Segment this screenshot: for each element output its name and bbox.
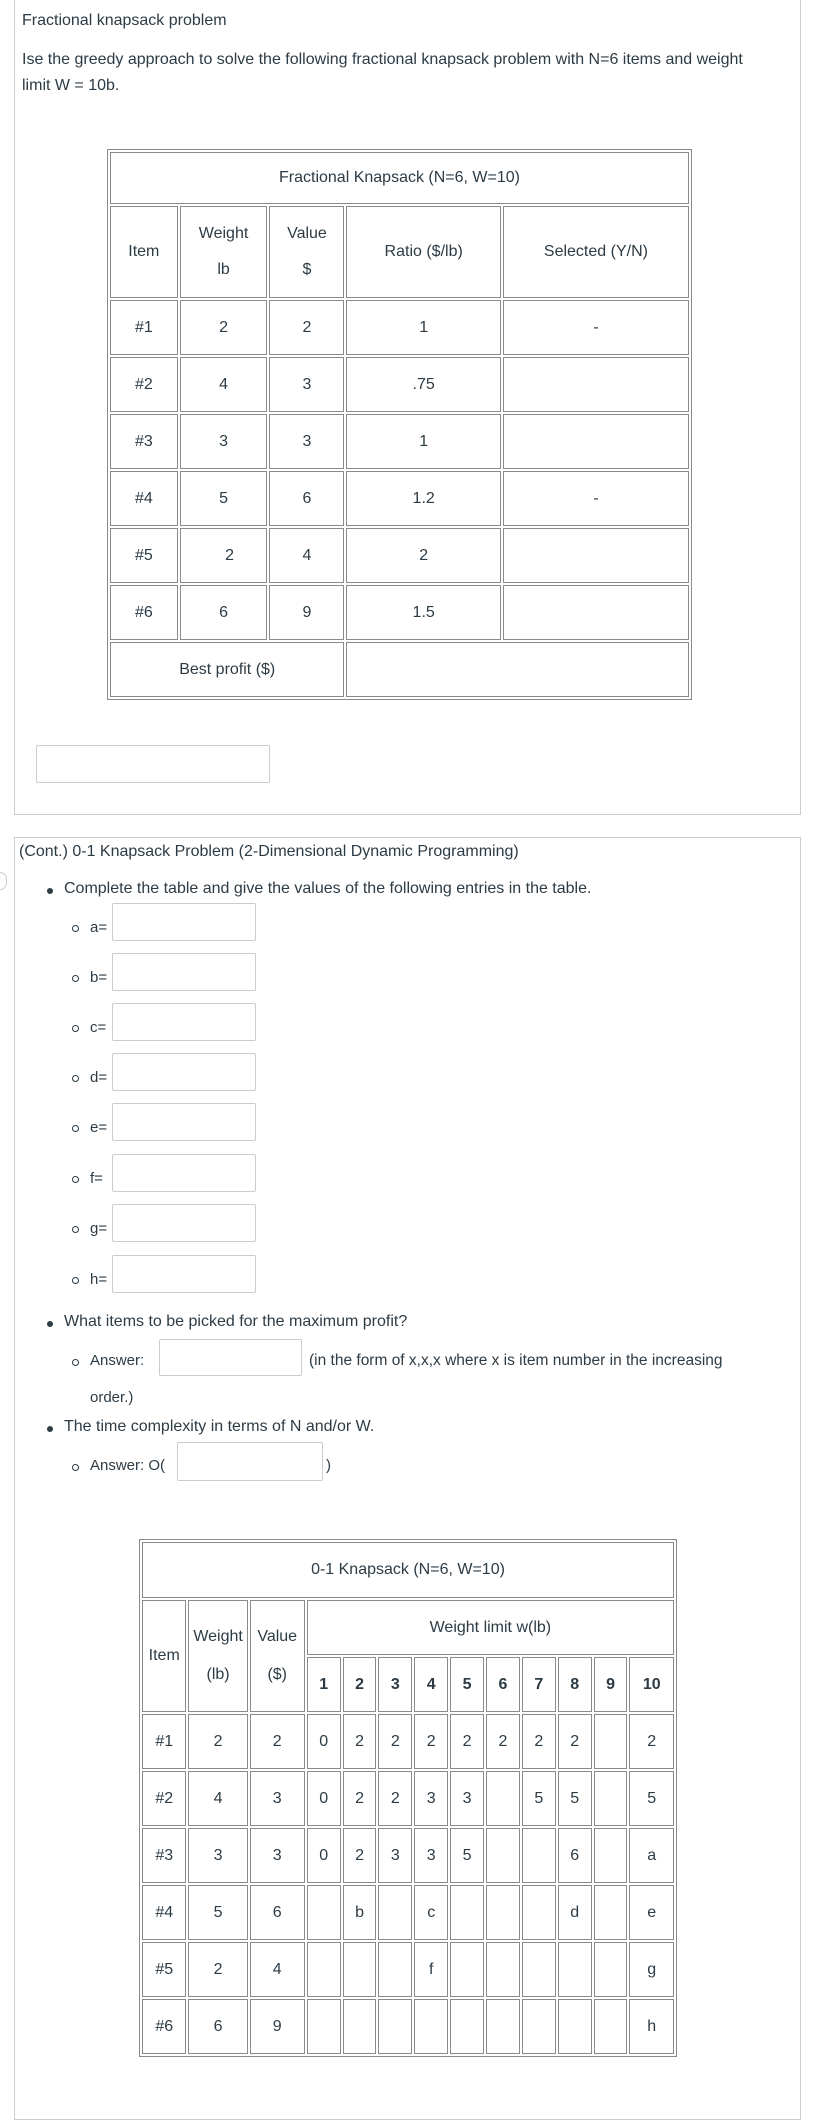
table-row xyxy=(110,471,689,526)
weight-col-header: 1 xyxy=(307,1657,341,1712)
bullet-items-picked: What items to be picked for the maximum profit? xyxy=(64,1313,408,1330)
dp-cell[interactable] xyxy=(594,1714,628,1769)
bullet-dot xyxy=(47,888,53,894)
dp-cell[interactable] xyxy=(594,1771,628,1826)
bullet-dot xyxy=(47,1321,53,1327)
weight-cell: 3 xyxy=(188,1828,247,1883)
sub-bullet xyxy=(72,1464,79,1471)
dp-cell[interactable]: 2 xyxy=(629,1714,674,1769)
item-cell: #6 xyxy=(110,585,178,640)
value-cell: 9 xyxy=(269,585,344,640)
entry-label-a: a= xyxy=(90,919,108,936)
weight-col-header: 4 xyxy=(414,1657,448,1712)
dp-cell[interactable] xyxy=(378,1999,412,2054)
item-cell: #4 xyxy=(110,471,178,526)
dp-cell[interactable] xyxy=(378,1885,412,1940)
dp-cell[interactable]: g xyxy=(629,1942,674,1997)
item-cell: #1 xyxy=(142,1714,186,1769)
question-title-dp: (Cont.) 0-1 Knapsack Problem (2-Dimensional Dynamic Programming) xyxy=(19,843,519,860)
entry-input-g[interactable] xyxy=(112,1204,256,1242)
entry-input-c[interactable] xyxy=(112,1003,256,1041)
entry-input-a[interactable] xyxy=(112,903,256,941)
dp-cell[interactable]: 2 xyxy=(378,1714,412,1769)
dp-cell[interactable]: 2 xyxy=(486,1714,520,1769)
entry-input-b[interactable] xyxy=(112,953,256,991)
ratio-cell[interactable]: 1 xyxy=(346,300,500,355)
header-item: Item xyxy=(142,1600,186,1712)
answer-hint: (in the form of x,x,x where x is item number in the increasing xyxy=(309,1352,723,1369)
best-profit-cell[interactable] xyxy=(346,642,689,697)
value-cell: 6 xyxy=(250,1885,305,1940)
value-cell: 4 xyxy=(250,1942,305,1997)
selected-cell[interactable]: - xyxy=(503,300,689,355)
dp-cell[interactable] xyxy=(594,1885,628,1940)
dp-cell[interactable]: c xyxy=(414,1885,448,1940)
dp-cell[interactable]: 5 xyxy=(450,1828,484,1883)
dp-cell[interactable]: 0 xyxy=(307,1714,341,1769)
table-row xyxy=(142,1714,674,1769)
value-cell: 3 xyxy=(250,1828,305,1883)
entry-input-h[interactable] xyxy=(112,1255,256,1293)
entry-label-c: c= xyxy=(90,1019,107,1036)
sub-bullet xyxy=(72,1277,79,1284)
selected-cell[interactable] xyxy=(503,357,689,412)
dp-cell[interactable] xyxy=(486,1942,520,1997)
value-cell: 9 xyxy=(250,1999,305,2054)
fractional-table xyxy=(107,149,692,700)
weight-cell: 2 xyxy=(188,1942,247,1997)
dp-cell[interactable] xyxy=(558,1942,592,1997)
weight-col-header: 10 xyxy=(629,1657,674,1712)
ratio-cell[interactable]: 2 xyxy=(346,528,500,583)
ratio-cell[interactable]: 1.2 xyxy=(346,471,500,526)
dp-cell[interactable] xyxy=(522,1999,556,2054)
table-row xyxy=(110,357,689,412)
dp-cell[interactable] xyxy=(594,1828,628,1883)
dp-cell[interactable]: 5 xyxy=(522,1771,556,1826)
table-title: 0-1 Knapsack (N=6, W=10) xyxy=(142,1542,674,1598)
item-cell: #5 xyxy=(110,528,178,583)
dp-table xyxy=(139,1539,677,2057)
dp-cell[interactable]: 2 xyxy=(343,1828,377,1883)
question-prompt: Ise the greedy approach to solve the following fractional knapsack problem with N=6 items and weight limit W = 10b. xyxy=(22,51,743,94)
entry-label-g: g= xyxy=(90,1220,108,1237)
header-weight-limit: Weight limit w(lb) xyxy=(307,1600,674,1655)
value-cell: 3 xyxy=(250,1771,305,1826)
value-cell: 2 xyxy=(250,1714,305,1769)
bullet-complete-table: Complete the table and give the values of the following entries in the table. xyxy=(64,880,592,897)
weight-col-header: 6 xyxy=(486,1657,520,1712)
dp-cell[interactable]: 3 xyxy=(378,1828,412,1883)
dp-cell[interactable]: 0 xyxy=(307,1828,341,1883)
value-cell: 6 xyxy=(269,471,344,526)
selected-cell[interactable] xyxy=(503,414,689,469)
header-weight: Weight lb xyxy=(180,206,268,298)
sub-bullet xyxy=(72,1176,79,1183)
weight-cell: 2 xyxy=(180,300,268,355)
header-value: Value $ xyxy=(269,206,344,298)
dp-cell[interactable] xyxy=(522,1828,556,1883)
dp-cell[interactable] xyxy=(486,1828,520,1883)
ratio-cell[interactable]: .75 xyxy=(346,357,500,412)
complexity-input[interactable] xyxy=(177,1442,323,1481)
dp-cell[interactable] xyxy=(307,1942,341,1997)
header-item: Item xyxy=(110,206,178,298)
header-ratio: Ratio ($/lb) xyxy=(346,206,500,298)
header-weight: Weight (lb) xyxy=(188,1600,247,1712)
table-row xyxy=(142,1828,674,1883)
table-row xyxy=(142,1999,674,2054)
bullet-dot xyxy=(47,1426,53,1432)
item-cell: #1 xyxy=(110,300,178,355)
sub-bullet xyxy=(72,975,79,982)
dp-cell[interactable]: 2 xyxy=(558,1714,592,1769)
dp-cell[interactable]: 2 xyxy=(343,1714,377,1769)
answer-label: Answer: xyxy=(90,1352,145,1369)
dp-cell[interactable]: a xyxy=(629,1828,674,1883)
sub-bullet xyxy=(72,1226,79,1233)
dp-cell[interactable] xyxy=(343,1999,377,2054)
table-row xyxy=(110,414,689,469)
dp-cell[interactable]: 0 xyxy=(307,1771,341,1826)
item-cell: #2 xyxy=(142,1771,186,1826)
entry-label-b: b= xyxy=(90,969,108,986)
items-answer-input[interactable] xyxy=(159,1339,302,1376)
weight-cell: 6 xyxy=(180,585,268,640)
value-cell: 3 xyxy=(269,357,344,412)
dp-cell[interactable] xyxy=(558,1999,592,2054)
dp-cell[interactable]: 2 xyxy=(522,1714,556,1769)
dp-cell[interactable]: 3 xyxy=(414,1771,448,1826)
bullet-time-complexity: The time complexity in terms of N and/or W. xyxy=(64,1418,375,1435)
value-cell: 3 xyxy=(269,414,344,469)
weight-col-header: 2 xyxy=(343,1657,377,1712)
weight-cell: 2 xyxy=(188,1714,247,1769)
dp-cell[interactable]: h xyxy=(629,1999,674,2054)
best-profit-label: Best profit ($) xyxy=(110,642,344,697)
sub-bullet xyxy=(72,1125,79,1132)
weight-col-header: 7 xyxy=(522,1657,556,1712)
weight-cell: 6 xyxy=(188,1999,247,2054)
answer-hint-cont: order.) xyxy=(90,1389,134,1406)
sub-bullet xyxy=(72,1075,79,1082)
table-row xyxy=(142,1942,674,1997)
dp-cell[interactable]: e xyxy=(629,1885,674,1940)
entry-input-f[interactable] xyxy=(112,1154,256,1192)
weight-cell: 2 xyxy=(180,528,268,583)
selected-cell[interactable]: - xyxy=(503,471,689,526)
weight-col-header: 5 xyxy=(450,1657,484,1712)
dp-cell[interactable] xyxy=(486,1771,520,1826)
weight-col-header: 3 xyxy=(378,1657,412,1712)
weight-cell: 4 xyxy=(180,357,268,412)
weight-col-header: 8 xyxy=(558,1657,592,1712)
complexity-label: Answer: O( xyxy=(90,1457,166,1474)
dp-cell[interactable] xyxy=(486,1999,520,2054)
table-row xyxy=(110,528,689,583)
entry-label-h: h= xyxy=(90,1271,108,1288)
dp-cell[interactable]: 2 xyxy=(450,1714,484,1769)
dp-cell[interactable] xyxy=(594,1999,628,2054)
value-cell: 2 xyxy=(269,300,344,355)
item-cell: #3 xyxy=(142,1828,186,1883)
table-row xyxy=(110,300,689,355)
entry-label-d: d= xyxy=(90,1069,108,1086)
dp-cell[interactable] xyxy=(486,1885,520,1940)
dp-cell[interactable]: 6 xyxy=(558,1828,592,1883)
sub-bullet xyxy=(72,1025,79,1032)
sub-bullet xyxy=(72,1359,79,1366)
item-cell: #5 xyxy=(142,1942,186,1997)
dp-cell[interactable] xyxy=(450,1885,484,1940)
item-cell: #3 xyxy=(110,414,178,469)
dp-cell[interactable] xyxy=(307,1999,341,2054)
entry-label-f: f= xyxy=(90,1170,103,1187)
dp-cell[interactable]: f xyxy=(414,1942,448,1997)
selected-cell[interactable] xyxy=(503,528,689,583)
dp-cell[interactable] xyxy=(594,1942,628,1997)
complexity-close: ) xyxy=(326,1457,331,1474)
header-selected: Selected (Y/N) xyxy=(503,206,689,298)
dp-cell[interactable]: 3 xyxy=(414,1828,448,1883)
dp-cell[interactable]: b xyxy=(343,1885,377,1940)
table-row xyxy=(110,585,689,640)
selected-cell[interactable] xyxy=(503,585,689,640)
weight-col-header: 9 xyxy=(594,1657,628,1712)
dp-cell[interactable] xyxy=(307,1885,341,1940)
weight-cell: 5 xyxy=(180,471,268,526)
dp-cell[interactable] xyxy=(414,1999,448,2054)
weight-cell: 4 xyxy=(188,1771,247,1826)
question-title: Fractional knapsack problem xyxy=(22,12,227,29)
dp-cell[interactable] xyxy=(450,1942,484,1997)
dp-cell[interactable]: 2 xyxy=(343,1771,377,1826)
table-title: Fractional Knapsack (N=6, W=10) xyxy=(110,152,689,204)
dp-cell[interactable] xyxy=(343,1942,377,1997)
dp-cell[interactable] xyxy=(522,1942,556,1997)
header-value: Value ($) xyxy=(250,1600,305,1712)
entry-input-e[interactable] xyxy=(112,1103,256,1141)
weight-cell: 3 xyxy=(180,414,268,469)
ratio-cell[interactable]: 1 xyxy=(346,414,500,469)
dp-cell[interactable]: 3 xyxy=(450,1771,484,1826)
sub-bullet xyxy=(72,925,79,932)
table-row xyxy=(142,1771,674,1826)
question-marker xyxy=(0,872,7,890)
dp-cell[interactable]: d xyxy=(558,1885,592,1940)
fractional-answer-input[interactable] xyxy=(36,745,270,783)
item-cell: #2 xyxy=(110,357,178,412)
value-cell: 4 xyxy=(269,528,344,583)
dp-cell[interactable]: 2 xyxy=(414,1714,448,1769)
dp-cell[interactable]: 2 xyxy=(378,1771,412,1826)
dp-cell[interactable]: 5 xyxy=(629,1771,674,1826)
ratio-cell[interactable]: 1.5 xyxy=(346,585,500,640)
dp-cell[interactable] xyxy=(450,1999,484,2054)
entry-input-d[interactable] xyxy=(112,1053,256,1091)
dp-cell[interactable] xyxy=(378,1942,412,1997)
weight-cell: 5 xyxy=(188,1885,247,1940)
item-cell: #4 xyxy=(142,1885,186,1940)
dp-cell[interactable]: 5 xyxy=(558,1771,592,1826)
item-cell: #6 xyxy=(142,1999,186,2054)
entry-label-e: e= xyxy=(90,1119,108,1136)
dp-cell[interactable] xyxy=(522,1885,556,1940)
table-row xyxy=(142,1885,674,1940)
